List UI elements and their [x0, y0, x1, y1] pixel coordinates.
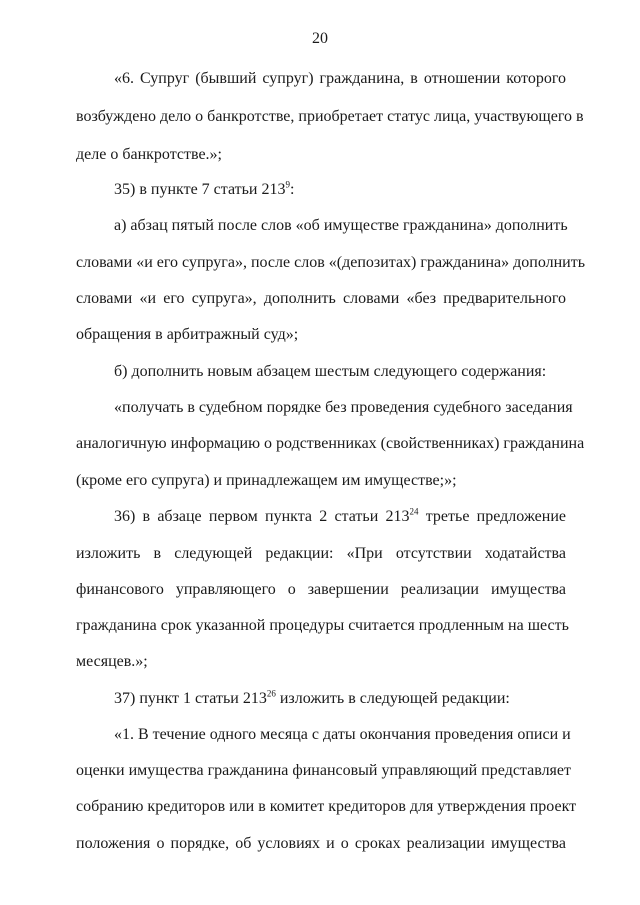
- text-line: собранию кредиторов или в комитет кредиторов для утверждения проект: [76, 798, 577, 815]
- text-line: обращения в арбитражный суд»;: [76, 326, 299, 343]
- text-run: 36) в абзаце первом пункта 2 статьи 213: [114, 508, 410, 525]
- text-line: гражданина срок указанной процедуры считается продленным на шесть: [76, 617, 569, 634]
- text-run: 37) пункт 1 статьи 213: [114, 690, 267, 707]
- text-line: [76, 180, 566, 200]
- text-run: 35) в пункте 7 статьи 213: [114, 181, 286, 198]
- superscript: 9: [285, 179, 290, 190]
- text-line: словами «и его супруга», дополнить словами «без предварительного: [76, 290, 566, 307]
- text-line: финансового управляющего о завершении реализации имущества: [76, 581, 566, 598]
- page-number: 20: [312, 30, 328, 47]
- text-line: [76, 689, 566, 709]
- superscript: 26: [266, 688, 276, 699]
- text-line: возбуждено дело о банкротстве, приобретает статус лица, участвующего в: [76, 108, 584, 125]
- text-run: третье предложение: [418, 508, 566, 525]
- text-line: б) дополнить новым абзацем шестым следующего содержания:: [114, 363, 547, 380]
- text-line: [76, 507, 566, 527]
- text-line: (кроме его супруга) и принадлежащем им имуществе;»;: [76, 472, 457, 489]
- text-line: оценки имущества гражданина финансовый управляющий представляет: [76, 762, 571, 779]
- text-line: деле о банкротстве.»;: [76, 146, 222, 163]
- text-line: положения о порядке, об условиях и о сроках реализации имущества: [76, 835, 566, 852]
- text-line: «получать в судебном порядке без проведения судебного заседания: [114, 399, 573, 416]
- text-run: :: [290, 181, 295, 198]
- text-line: «6. Супруг (бывший супруг) гражданина, в отношении которого: [114, 70, 566, 87]
- text-line: аналогичную информацию о родственниках (свойственниках) гражданина: [76, 435, 585, 452]
- text-line: «1. В течение одного месяца с даты окончания проведения описи и: [114, 726, 571, 743]
- text-run: изложить в следующей редакции:: [275, 690, 510, 707]
- text-line: изложить в следующей редакции: «При отсутствии ходатайства: [76, 545, 566, 562]
- text-line: а) абзац пятый после слов «об имуществе гражданина» дополнить: [114, 217, 568, 234]
- text-line: словами «и его супруга», после слов «(депозитах) гражданина» дополнить: [76, 254, 586, 271]
- text-line: месяцев.»;: [76, 653, 148, 670]
- superscript: 24: [409, 506, 419, 517]
